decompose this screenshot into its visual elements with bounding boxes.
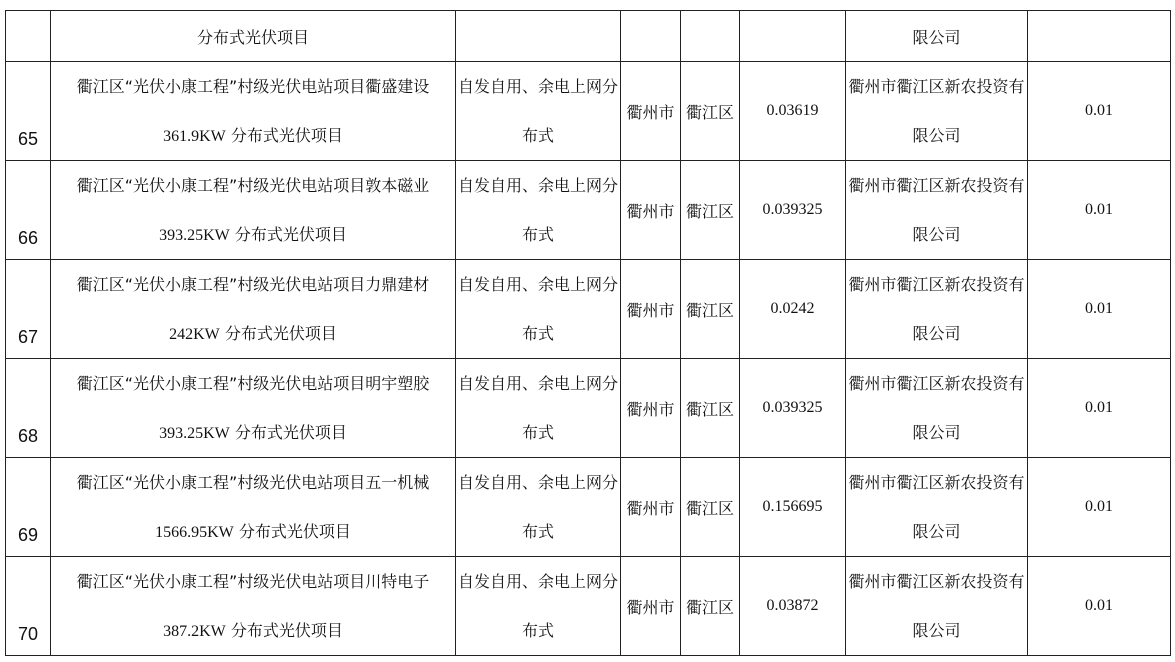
value-cell [1028, 260, 1171, 359]
table-row [6, 359, 1171, 458]
cell-text-capacity: 0.0242 [770, 300, 815, 317]
generation-mode-cell [456, 458, 621, 557]
city-cell [621, 458, 681, 557]
project-name-line1: 衢江区“光伏小康工程”村级光伏电站项目明宇塑胶 [76, 374, 430, 393]
capacity-cell [740, 557, 846, 656]
owner-line2: 限公司 [912, 126, 961, 145]
cell-text-district: 衢江区 [685, 201, 734, 221]
capacity-cell [740, 458, 846, 557]
mode-line1: 自发自用、余电上网分 [457, 77, 618, 96]
cell-text-no: 69 [18, 525, 39, 545]
cell-text-city: 衢州市 [626, 102, 675, 122]
cell-text-value: 0.01 [1085, 498, 1113, 515]
owner-cell [846, 458, 1028, 557]
mode-line1: 自发自用、余电上网分 [457, 275, 618, 294]
cell-text-no: 70 [18, 624, 39, 644]
cell-text-district: 衢江区 [685, 498, 734, 518]
table-row [6, 161, 1171, 260]
project-name-cell [51, 62, 456, 161]
row-number [6, 62, 51, 161]
district-cell [681, 260, 740, 359]
no-cell [6, 11, 51, 62]
cell-text-value: 0.01 [1085, 597, 1113, 614]
value-cell [1028, 11, 1171, 62]
project-name-cell [51, 557, 456, 656]
cell-text-city: 衢州市 [626, 498, 675, 518]
cell-text-city: 衢州市 [626, 300, 675, 320]
project-name-line2 [51, 606, 455, 655]
city-cell [621, 161, 681, 260]
mode-line2: 布式 [521, 423, 554, 442]
mode-line2: 布式 [521, 225, 554, 244]
owner-cell [846, 359, 1028, 458]
cell-text-name-rest: 分布式光伏项目 [219, 324, 337, 343]
capacity-cell [740, 260, 846, 359]
cell-text-capacity: 0.039325 [762, 201, 823, 218]
value-cell [1028, 458, 1171, 557]
cell-text-city: 衢州市 [626, 399, 675, 419]
city-cell [621, 11, 681, 62]
cell-text-district: 衢江区 [685, 300, 734, 320]
mode-line2: 布式 [521, 522, 554, 541]
capacity-cell [740, 359, 846, 458]
owner-line2: 限公司 [912, 522, 961, 541]
cell-text-city: 衢州市 [626, 201, 675, 221]
cell-text-value: 0.01 [1085, 300, 1113, 317]
cell-text-no: 65 [18, 129, 39, 149]
cell-text-name-rest: 分布式光伏项目 [229, 225, 347, 244]
mode-cell [456, 11, 621, 62]
capacity-cell [740, 161, 846, 260]
owner-text: 限公司 [912, 27, 961, 47]
project-name-line1: 衢江区“光伏小康工程”村级光伏电站项目衢盛建设 [76, 77, 430, 96]
district-cell [681, 557, 740, 656]
mode-line2: 布式 [521, 621, 554, 640]
mode-line1: 自发自用、余电上网分 [457, 374, 618, 393]
district-cell [681, 458, 740, 557]
value-cell [1028, 557, 1171, 656]
owner-line1: 衢州市衢江区新农投资有 [848, 77, 1025, 96]
mode-line1: 自发自用、余电上网分 [457, 473, 618, 492]
project-name-cell [51, 359, 456, 458]
owner-line1: 衢州市衢江区新农投资有 [848, 176, 1025, 195]
owner-line2: 限公司 [912, 225, 961, 244]
table-row [6, 62, 1171, 161]
value-cell [1028, 161, 1171, 260]
cell-text-capacity: 0.039325 [762, 399, 823, 416]
owner-line1: 衢州市衢江区新农投资有 [848, 572, 1025, 591]
cell-text-name-cap: 387.2KW [163, 623, 226, 640]
project-name-cell [51, 161, 456, 260]
city-cell [621, 260, 681, 359]
cell-text-value: 0.01 [1085, 399, 1113, 416]
continuation-row [6, 11, 1171, 62]
mode-line1: 自发自用、余电上网分 [457, 572, 618, 591]
row-number [6, 260, 51, 359]
cell-text-name-cap: 242KW [169, 326, 220, 343]
cell-text-name-rest: 分布式光伏项目 [229, 423, 347, 442]
district-cell [681, 359, 740, 458]
cell-text-no: 68 [18, 426, 39, 446]
generation-mode-cell [456, 260, 621, 359]
value-cell [1028, 62, 1171, 161]
district-cell [681, 11, 740, 62]
project-name-line1: 衢江区“光伏小康工程”村级光伏电站项目敦本磁业 [76, 176, 430, 195]
cell-text-no: 67 [18, 327, 39, 347]
project-name-line1: 衢江区“光伏小康工程”村级光伏电站项目力鼎建材 [76, 275, 430, 294]
cell-text-name-cap: 1566.95KW [155, 524, 234, 541]
cell-text-name-rest: 分布式光伏项目 [225, 126, 343, 145]
cell-text-name-rest: 分布式光伏项目 [233, 522, 351, 541]
owner-line1: 衢州市衢江区新农投资有 [848, 275, 1025, 294]
table-row [6, 260, 1171, 359]
row-number [6, 458, 51, 557]
project-name-cell [51, 458, 456, 557]
cell-text-district: 衢江区 [685, 597, 734, 617]
cell-text-capacity: 0.03872 [766, 597, 819, 614]
project-name-cell [51, 260, 456, 359]
cell-text-value: 0.01 [1085, 201, 1113, 218]
project-name-line2 [51, 210, 455, 259]
value-cell [1028, 359, 1171, 458]
cell-text-name-cap: 393.25KW [159, 425, 230, 442]
generation-mode-cell [456, 557, 621, 656]
owner-line1: 衢州市衢江区新农投资有 [848, 374, 1025, 393]
owner-cell [846, 557, 1028, 656]
cell-text-district: 衢江区 [685, 102, 734, 122]
owner-cell [846, 11, 1028, 62]
cell-text-capacity: 0.156695 [762, 498, 823, 515]
table-row [6, 458, 1171, 557]
owner-line2: 限公司 [912, 621, 961, 640]
mode-line2: 布式 [521, 126, 554, 145]
owner-line2: 限公司 [912, 423, 961, 442]
project-name-line2 [51, 309, 455, 358]
project-name-line2 [51, 507, 455, 556]
owner-cell [846, 260, 1028, 359]
mode-line1: 自发自用、余电上网分 [457, 176, 618, 195]
cell-text-name-rest: 分布式光伏项目 [225, 621, 343, 640]
project-name-line2 [51, 111, 455, 160]
cell-text-capacity: 0.03619 [766, 102, 819, 119]
row-number [6, 161, 51, 260]
owner-cell [846, 62, 1028, 161]
cell-text-value: 0.01 [1085, 102, 1113, 119]
generation-mode-cell [456, 359, 621, 458]
project-table [5, 10, 1171, 656]
cell-text-district: 衢江区 [685, 399, 734, 419]
owner-line1: 衢州市衢江区新农投资有 [848, 473, 1025, 492]
mode-line2: 布式 [521, 324, 554, 343]
capacity-cell [740, 11, 846, 62]
project-name-line1: 衢江区“光伏小康工程”村级光伏电站项目五一机械 [76, 473, 430, 492]
cell-text-no: 66 [18, 228, 39, 248]
cell-text-city: 衢州市 [626, 597, 675, 617]
project-name-text: 分布式光伏项目 [196, 27, 309, 47]
cell-text-name-cap: 361.9KW [163, 128, 226, 145]
district-cell [681, 62, 740, 161]
generation-mode-cell [456, 161, 621, 260]
row-number [6, 359, 51, 458]
row-number [6, 557, 51, 656]
capacity-cell [740, 62, 846, 161]
project-name-cell [51, 11, 456, 62]
project-name-line1: 衢江区“光伏小康工程”村级光伏电站项目川特电子 [76, 572, 430, 591]
owner-line2: 限公司 [912, 324, 961, 343]
owner-cell [846, 161, 1028, 260]
table-row [6, 557, 1171, 656]
district-cell [681, 161, 740, 260]
project-name-line2 [51, 408, 455, 457]
city-cell [621, 359, 681, 458]
city-cell [621, 557, 681, 656]
cell-text-name-cap: 393.25KW [159, 227, 230, 244]
generation-mode-cell [456, 62, 621, 161]
city-cell [621, 62, 681, 161]
